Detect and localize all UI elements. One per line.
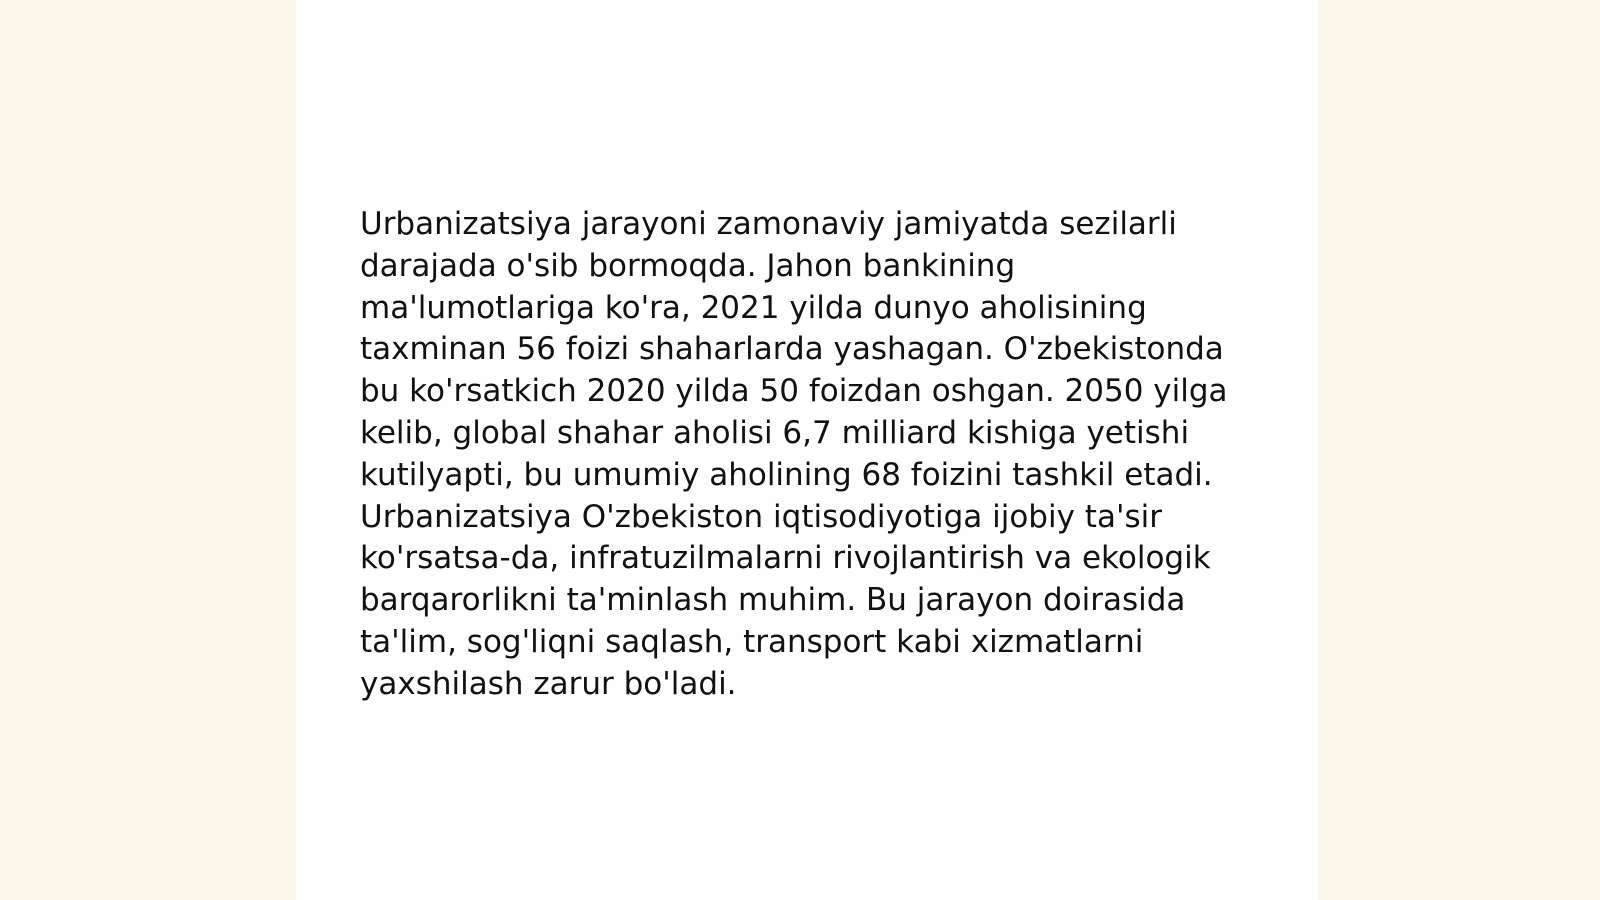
left-margin-panel bbox=[0, 0, 296, 900]
right-margin-panel bbox=[1318, 0, 1600, 900]
body-paragraph: Urbanizatsiya jarayoni zamonaviy jamiyatda sezilarli darajada o'sib bormoqda. Jahon bankining ma'lumotlariga ko'ra, 2021 yilda dunyo aholisining taxminan 56 foizi shaharlarda yashagan. O'zbekistonda bu ko'rsatkich 2020 yilda 50 foizdan oshgan. 2050 yilga kelib, global shahar aholisi 6,7 milliard kishiga yetishi kutilyapti, bu umumiy aholining 68 foizini tashkil etadi. Urbanizatsiya O'zbekiston iqtisodiyotiga ijobiy ta'sir ko'rsatsa-da, infratuzilmalarni rivojlantirish va ekologik barqarorlikni ta'minlash muhim. Bu jarayon doirasida ta'lim, sog'liqni saqlash, transport kabi xizmatlarni yaxshilash zarur bo'ladi. bbox=[360, 206, 1228, 702]
document-page bbox=[296, 0, 1318, 900]
